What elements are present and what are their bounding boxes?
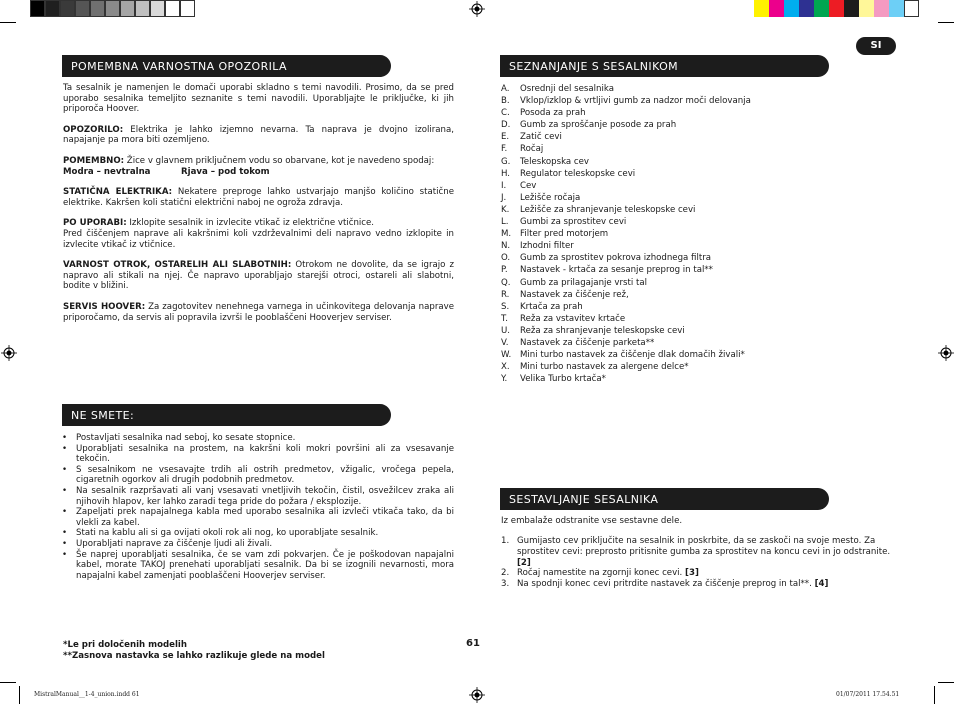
color-swatch <box>814 0 829 17</box>
color-swatch <box>904 0 919 17</box>
item-letter: P. <box>501 265 508 276</box>
color-swatch <box>844 0 859 17</box>
list-item <box>501 252 891 264</box>
item-text: Ležišče za shranjevanje teleskopske cevi <box>520 204 696 215</box>
important-text: Žice v glavnem priključnem vodu so obarvane, kot je navedeno spodaj: <box>124 155 435 166</box>
list-item <box>501 83 891 95</box>
list-item-text: Stati na kablu ali si ga ovijati okoli rok ali nog, ko uporabljate sesalnik. <box>76 528 379 539</box>
gray-swatch <box>135 0 150 17</box>
list-item <box>501 361 891 373</box>
step-text: Na spodnji konec cevi pritrdite nastavek za čiščenje preprog in tal**. <box>517 579 812 590</box>
process-color-bar <box>754 0 919 17</box>
step-text: Ročaj namestite na zgornji konec cevi. <box>517 568 683 579</box>
list-item <box>501 156 891 168</box>
footnote-double: **Zasnova nastavka se lahko razlikuje glede na model <box>63 650 325 661</box>
list-item <box>501 168 891 180</box>
static-label: STATIČNA ELEKTRIKA: <box>63 187 173 198</box>
list-item-text: Na sesalnik razpršavati ali vanj vsesavati vnetljivih tekočin, čistil, osvežilcev zraka ali njihovih hlapov, ker lahko zaradi tega pride do požara / eksplozije. <box>76 485 454 507</box>
crop-mark <box>19 686 20 704</box>
section-title: POMEMBNA VARNOSTNA OPOZORILA <box>71 60 287 73</box>
wire-blue: Modra – nevtralna <box>63 166 151 177</box>
item-text: Izhodni filter <box>520 241 574 252</box>
item-text: Cev <box>520 180 537 191</box>
bullet-icon: • <box>62 549 68 560</box>
list-item <box>501 107 891 119</box>
item-text: Ležišče ročaja <box>520 192 581 203</box>
after-use-paragraph <box>63 218 454 229</box>
item-text: Gumb za prilagajanje vrsti tal <box>520 277 648 288</box>
list-item <box>501 192 891 204</box>
assembly-step <box>501 579 893 590</box>
language-badge: SI <box>856 37 896 55</box>
gray-swatch <box>90 0 105 17</box>
item-letter: H. <box>501 168 511 179</box>
item-letter: I. <box>501 180 507 191</box>
item-text: Osrednji del sesalnika <box>520 84 614 94</box>
list-item <box>62 539 454 550</box>
item-letter: L. <box>501 217 509 228</box>
item-letter: M. <box>501 229 512 240</box>
list-item <box>501 301 891 313</box>
item-text: Vklop/izklop & vrtljivi gumb za nadzor moči delovanja <box>520 96 751 107</box>
list-item <box>501 240 891 252</box>
item-text: Gumbi za sprostitev cevi <box>520 217 627 228</box>
list-item <box>62 486 454 507</box>
item-text: Velika Turbo krtača* <box>520 374 606 385</box>
parts-list <box>501 83 891 385</box>
list-item <box>501 325 891 337</box>
important-label: POMEMBNO: <box>63 155 125 166</box>
item-text: Krtača za prah <box>520 301 583 312</box>
children-paragraph <box>63 260 454 292</box>
color-swatch <box>754 0 769 17</box>
step-number: 3. <box>501 579 510 590</box>
wire-brown: Rjava – pod tokom <box>181 166 270 177</box>
item-text: Nastavek za čiščenje rež, <box>520 289 629 300</box>
list-item <box>62 507 454 528</box>
list-item <box>501 119 891 131</box>
gray-swatch <box>105 0 120 17</box>
item-letter: Y. <box>501 374 508 385</box>
list-item <box>62 528 454 539</box>
step-body <box>517 536 893 568</box>
gray-swatch <box>120 0 135 17</box>
bullet-icon: • <box>62 507 68 518</box>
item-letter: O. <box>501 253 511 264</box>
item-letter: W. <box>501 350 512 361</box>
list-item-text: Uporabljati naprave za čiščenje ljudi ali živali. <box>76 538 273 549</box>
footnotes <box>63 640 363 661</box>
item-text: Nastavek za čiščenje parketa** <box>520 337 655 348</box>
item-text: Reža za shranjevanje teleskopske cevi <box>520 325 685 336</box>
item-text: Zatič cevi <box>520 132 562 143</box>
list-item-text: Še naprej uporabljati sesalnika, če se vam zdi pokvarjen. Če je poškodovan napajalni kabel, morate TAKOJ prenehati uporabljati sesalnik. Da bi se izognili nevarnosti, mora napajalni kabel zamenjati pooblaščeni Hooverjev serviser. <box>76 549 454 581</box>
crop-mark <box>938 22 954 23</box>
registration-mark-icon <box>469 1 485 17</box>
assembly-step <box>501 536 893 568</box>
assembly-intro: Iz embalaže odstranite vse sestavne dele. <box>501 516 683 526</box>
color-swatch <box>829 0 844 17</box>
safety-section-body <box>63 83 454 323</box>
bullet-icon: • <box>62 464 68 475</box>
step-body <box>517 579 893 590</box>
list-item <box>501 216 891 228</box>
bullet-icon: • <box>62 485 68 496</box>
list-item <box>501 228 891 240</box>
assembly-step <box>501 568 893 579</box>
item-letter: G. <box>501 156 511 167</box>
service-label: SERVIS HOOVER: <box>63 301 146 312</box>
item-letter: Q. <box>501 277 511 288</box>
list-item <box>501 349 891 361</box>
color-swatch <box>784 0 799 17</box>
item-letter: R. <box>501 289 510 300</box>
crop-mark <box>934 686 935 704</box>
wire-colors <box>63 167 454 178</box>
donts-section-header <box>62 404 391 426</box>
service-text: Za zagotovitev nenehnega varnega in učinkovitega delovanja naprave priporočamo, da servis ali popravila izvrši le pooblaščeni Hooverjev serviser. <box>63 301 455 323</box>
step-number: 1. <box>501 536 510 546</box>
bullet-icon: • <box>62 538 68 549</box>
warning-paragraph <box>63 125 454 146</box>
item-text: Posoda za prah <box>520 108 586 119</box>
registration-mark-icon <box>1 345 17 361</box>
item-text: Teleskopska cev <box>520 156 590 167</box>
children-text: Otrokom ne dovolite, da se igrajo z napravo ali stikali na njej. Če napravo uporabljajo starejši otroci, ostareli ali slabotni, bodite v bližini. <box>63 260 455 292</box>
color-swatch <box>799 0 814 17</box>
list-item <box>62 550 454 582</box>
children-label: VARNOST OTROK, OSTARELIH ALI SLABOTNIH: <box>63 260 292 271</box>
item-text: Reža za vstavitev krtače <box>520 313 626 324</box>
item-text: Mini turbo nastavek za alergene delce* <box>520 362 689 373</box>
static-paragraph <box>63 187 454 208</box>
item-letter: B. <box>501 96 510 107</box>
color-swatch <box>859 0 874 17</box>
item-letter: D. <box>501 120 511 131</box>
crop-mark <box>0 682 16 683</box>
assembly-section-header <box>500 488 829 510</box>
step-body <box>517 568 893 579</box>
list-item-text: S sesalnikom ne vsesavajte trdih ali ostrih predmetov, vžigalic, vročega pepela, cigaretnih ogorkov ali drugih podobnih predmetov. <box>76 464 454 486</box>
file-slug: MistralManual__1-4_union.indd 61 <box>34 691 140 698</box>
list-item <box>62 465 454 486</box>
list-item <box>501 143 891 155</box>
item-letter: T. <box>501 313 508 324</box>
item-text: Gumb za sproščanje posode za prah <box>520 120 677 131</box>
bullet-icon: • <box>62 433 68 443</box>
crop-mark <box>0 22 16 23</box>
crop-mark <box>938 682 954 683</box>
list-item <box>501 289 891 301</box>
color-swatch <box>874 0 889 17</box>
list-item <box>501 131 891 143</box>
step-text: Gumijasto cev priključite na sesalnik in poskrbite, da se zaskoči na svoje mesto. Za sprostitev cevi: preprosto pritisnite gumba za sprostitev na koncu cevi in jo odstranite. <box>517 536 891 557</box>
item-letter: S. <box>501 301 510 312</box>
registration-mark-icon <box>938 345 954 361</box>
section-title: NE SMETE: <box>71 409 135 422</box>
list-item <box>501 337 891 349</box>
grayscale-color-bar <box>30 0 195 17</box>
figure-ref: [3] <box>685 568 699 579</box>
gray-swatch <box>75 0 90 17</box>
donts-list <box>62 433 454 581</box>
gray-swatch <box>180 0 195 17</box>
safety-intro: Ta sesalnik je namenjen le domači uporabi skladno s temi navodili. Prosimo, da se pred uporabo sesalnika temeljito seznanite s temi navodili. Uporabljajte le priključke, ki jih priporoča Hoover. <box>63 83 454 115</box>
item-text: Mini turbo nastavek za čiščenje dlak domačih živali* <box>520 350 745 361</box>
item-text: Gumb za sprostitev pokrova izhodnega filtra <box>520 253 712 264</box>
list-item <box>501 264 891 276</box>
registration-mark-icon <box>469 687 485 703</box>
safety-section-header <box>62 55 391 77</box>
step-number: 2. <box>501 568 510 579</box>
item-text: Regulator teleskopske cevi <box>520 168 636 179</box>
item-letter: F. <box>501 144 508 155</box>
item-letter: X. <box>501 362 510 373</box>
bullet-icon: • <box>62 528 68 539</box>
after-use-text: Izklopite sesalnik in izvlecite vtikač iz električne vtičnice. <box>126 218 375 229</box>
warning-text: Elektrika je lahko izjemno nevarna. Ta naprava je dvojno izolirana, napajanje pa mora biti ozemljeno. <box>63 124 454 146</box>
static-text: Nekatere preproge lahko ustvarjajo manjšo količino statične elektrike. Kakršen koli statični električni naboj ne ogroža zdravja. <box>63 187 455 208</box>
page-number: 61 <box>466 638 480 649</box>
list-item <box>501 204 891 216</box>
list-item-text: Uporabljati sesalnika na prostem, na kakršni koli mokri površini ali za vsesavanje tekočin. <box>76 443 454 465</box>
important-paragraph <box>63 156 454 167</box>
list-item <box>501 313 891 325</box>
parts-section-header <box>500 55 829 77</box>
list-item <box>62 433 454 444</box>
item-letter: C. <box>501 108 510 119</box>
after-use-text-2: Pred čiščenjem naprave ali kakršnimi koli vzdrževalnimi deli napravo vedno izklopite in izvlecite vtikač iz vtičnice. <box>63 228 454 250</box>
date-slug: 01/07/2011 17.54.51 <box>836 691 900 698</box>
item-text: Filter pred motorjem <box>520 229 609 240</box>
color-swatch <box>769 0 784 17</box>
gray-swatch <box>150 0 165 17</box>
section-title: SESTAVLJANJE SESALNIKA <box>509 493 659 506</box>
figure-ref: [2] <box>517 557 531 568</box>
gray-swatch <box>60 0 75 17</box>
list-item <box>501 277 891 289</box>
bullet-icon: • <box>62 443 68 454</box>
list-item <box>501 373 891 385</box>
figure-ref: [4] <box>814 579 829 590</box>
list-item <box>501 180 891 192</box>
item-letter: U. <box>501 325 511 336</box>
list-item-text: Postavljati sesalnika nad seboj, ko sesate stopnice. <box>76 433 296 443</box>
footnote-single: *Le pri določenih modelih <box>63 640 187 650</box>
item-letter: N. <box>501 241 511 252</box>
item-letter: K. <box>501 204 510 215</box>
item-letter: V. <box>501 337 509 348</box>
item-letter: A. <box>501 84 510 94</box>
section-title: SEZNANJANJE S SESALNIKOM <box>509 60 679 73</box>
service-paragraph <box>63 302 454 323</box>
list-item-text: Zapeljati prek napajalnega kabla med uporabo sesalnika ali izvleči vtikača tako, da bi vlekli za kabel. <box>76 507 454 528</box>
gray-swatch <box>30 0 45 17</box>
list-item <box>501 95 891 107</box>
item-text: Nastavek - krtača za sesanje preprog in tal** <box>520 265 713 276</box>
gray-swatch <box>45 0 60 17</box>
gray-swatch <box>165 0 180 17</box>
after-use-label: PO UPORABI: <box>63 218 127 229</box>
warning-label: OPOZORILO: <box>63 124 124 135</box>
color-swatch <box>889 0 904 17</box>
assembly-steps <box>501 536 893 590</box>
item-letter: E. <box>501 132 510 143</box>
list-item <box>62 444 454 465</box>
item-letter: J. <box>501 192 507 203</box>
item-text: Ročaj <box>520 144 544 155</box>
